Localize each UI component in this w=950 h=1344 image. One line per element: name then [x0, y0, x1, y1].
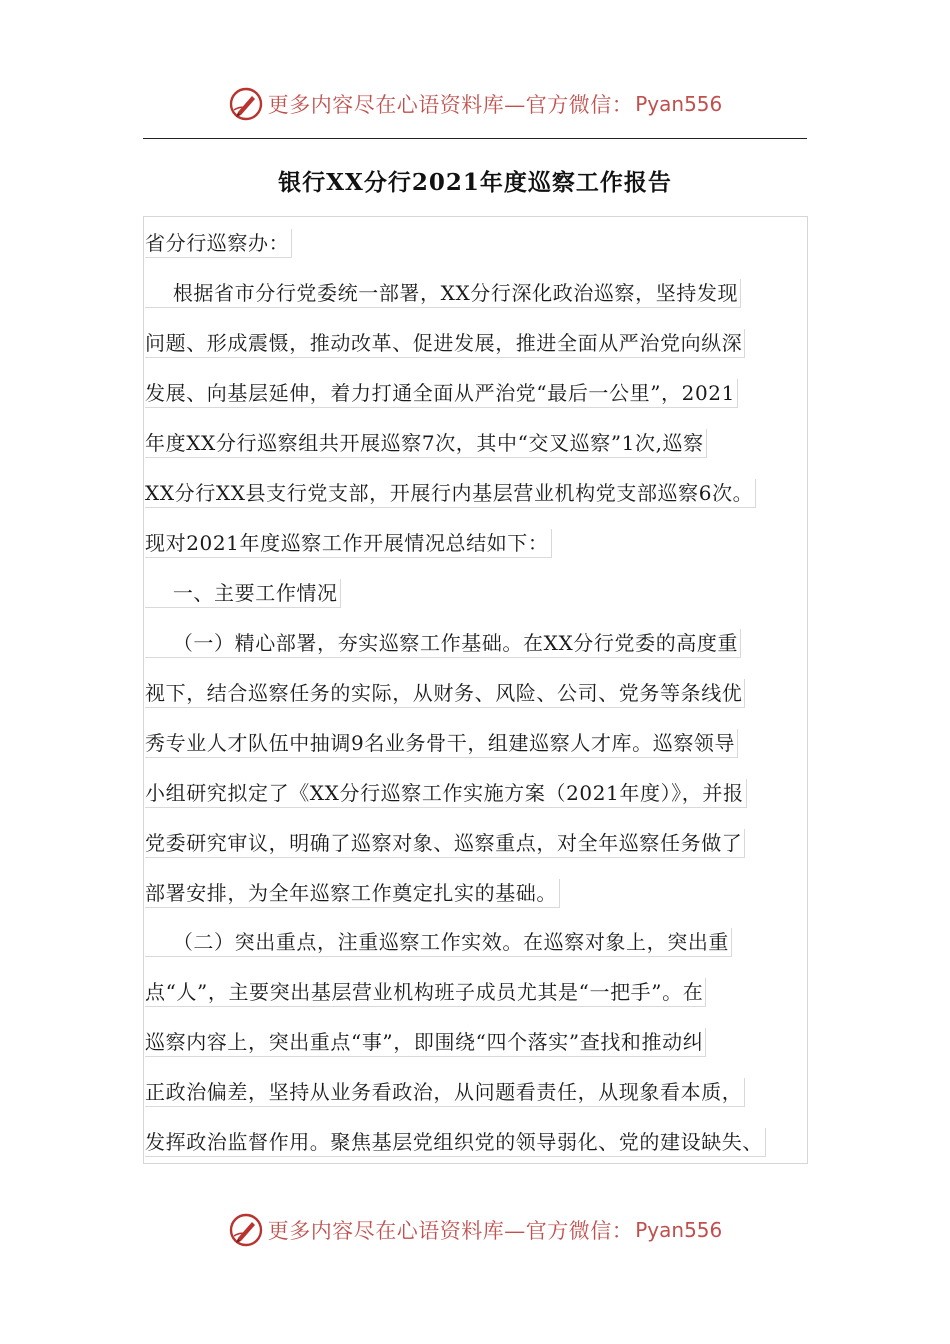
- header-divider: [143, 138, 807, 139]
- doc-line: 小组研究拟定了《XX分行巡察工作实施方案（2021年度）》，并报: [145, 779, 747, 808]
- doc-line: 视下，结合巡察任务的实际，从财务、风险、公司、党务等条线优: [145, 679, 745, 708]
- doc-line: （二）突出重点，注重巡察工作实效。在巡察对象上，突出重: [145, 928, 732, 957]
- doc-line: 正政治偏差，坚持从业务看政治，从问题看责任，从现象看本质，: [145, 1078, 745, 1107]
- doc-line: 年度XX分行巡察组共开展巡察7次，其中“交叉巡察”1次,巡察: [145, 429, 707, 458]
- section-heading: 一、主要工作情况: [145, 579, 341, 608]
- doc-line: 发挥政治监督作用。聚焦基层党组织党的领导弱化、党的建设缺失、: [145, 1128, 766, 1157]
- doc-line: XX分行XX县支行党支部，开展行内基层营业机构党支部巡察6次。: [145, 479, 756, 508]
- footer-banner-contact: Pyan556: [635, 1218, 723, 1242]
- doc-line: 现对2021年度巡察工作开展情况总结如下：: [145, 529, 552, 558]
- footer-banner-text: 更多内容尽在心语资料库—官方微信：: [267, 1219, 634, 1243]
- header-banner-text: 更多内容尽在心语资料库—官方微信：: [267, 93, 634, 117]
- doc-line: 根据省市分行党委统一部署，XX分行深化政治巡察，坚持发现: [145, 279, 741, 308]
- doc-line: 党委研究审议，明确了巡察对象、巡察重点，对全年巡察任务做了: [145, 829, 745, 858]
- doc-line: 发展、向基层延伸，着力打通全面从严治党“最后一公里”，2021: [145, 379, 738, 408]
- doc-line: 巡察内容上，突出重点“事”，即围绕“四个落实”查找和推动纠: [145, 1028, 706, 1057]
- doc-line: 问题、形成震慑，推动改革、促进发展，推进全面从严治党向纵深: [145, 329, 745, 358]
- footer-banner: [0, 1210, 950, 1250]
- doc-line: 点“人”，主要突出基层营业机构班子成员尤其是“一把手”。在: [145, 978, 706, 1007]
- header-banner-contact: Pyan556: [635, 92, 723, 116]
- doc-line: 部署安排，为全年巡察工作奠定扎实的基础。: [145, 879, 560, 908]
- header-banner: [0, 84, 950, 124]
- document-title: 银行XX分行2021年度巡察工作报告: [278, 169, 672, 196]
- doc-line: 省分行巡察办：: [145, 229, 292, 258]
- pen-logo-icon: [228, 1212, 264, 1248]
- doc-line: （一）精心部署，夯实巡察工作基础。在XX分行党委的高度重: [145, 629, 741, 658]
- doc-line: 秀专业人才队伍中抽调9名业务骨干，组建巡察人才库。巡察领导: [145, 729, 738, 758]
- pen-logo-icon: [228, 86, 264, 122]
